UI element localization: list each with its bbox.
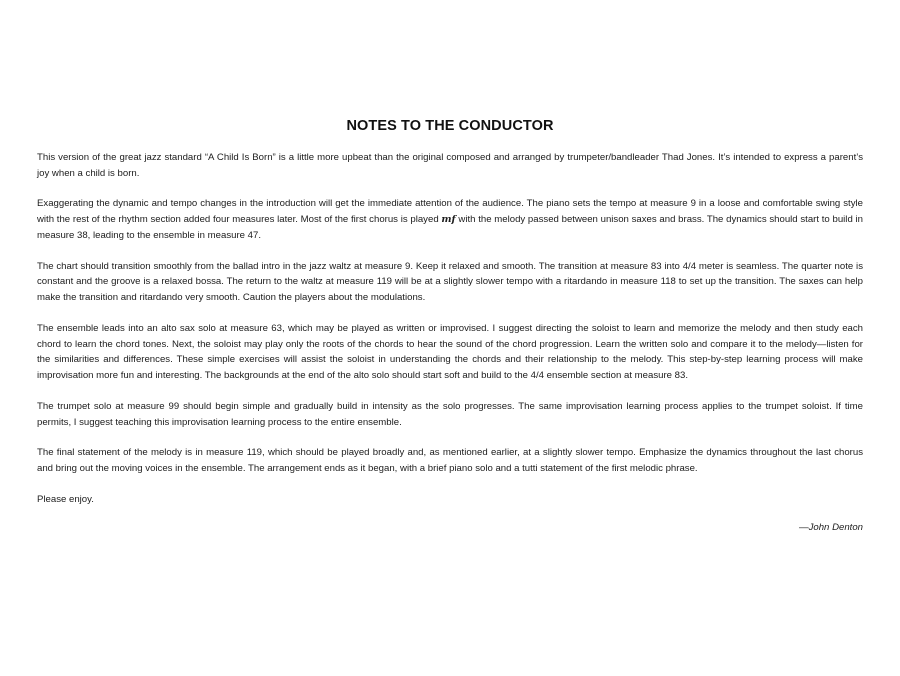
dynamic-marking: mf: [441, 214, 456, 226]
paragraph-text-before: Exaggerating the dynamic and tempo changes in the introduction will get the immediate attention of the audience. The piano sets the tempo at measure 9 in a loose and comfortable swing style with the rest of the rhythm section added four measures later. Most of the first chorus is played: [37, 198, 863, 226]
paragraph-alto-sax-solo: The ensemble leads into an alto sax solo at measure 63, which may be played as written or improvised. I suggest directing the soloist to learn and memorize the melody and then study each chord to learn the chord tones. Next, the soloist may play only the roots of the chords to hear the sound of the chord progression. Learn the written solo and compare it to the melody—listen for the similarities and differences. These simple exercises will assist the soloist in understanding the chords and their relationship to the melody. This step-by-step learning process will make improvisation more fun and interesting. The backgrounds at the end of the alto solo should start soft and build to the 4/4 ensemble section at measure 83.: [37, 322, 863, 382]
conductor-notes-page: [37, 118, 863, 533]
paragraph-closing: Please enjoy.: [37, 493, 94, 505]
paragraph-final-statement: The final statement of the melody is in measure 119, which should be played broadly and, as mentioned earlier, at a slightly slower tempo. Emphasize the dynamics throughout the last chorus and bring out the moving voices in the ensemble. The arrangement ends as it began, with a brief piano solo and a tutti statement of the first melodic phrase.: [37, 447, 863, 474]
paragraph-introduction-dynamics: [37, 196, 863, 243]
page-title: NOTES TO THE CONDUCTOR: [346, 118, 554, 134]
paragraph-trumpet-solo: The trumpet solo at measure 99 should begin simple and gradually build in intensity as the solo progresses. The same improvisation learning process applies to the trumpet soloist. If time permits, I suggest teaching this improvisation learning process to the entire ensemble.: [37, 400, 863, 428]
paragraph-transitions: The chart should transition smoothly from the ballad intro in the jazz waltz at measure 9. Keep it relaxed and smooth. The transition at measure 83 into 4/4 meter is seamless. The quarter note is constant and the groove is a relaxed bossa. The return to the waltz at measure 119 will be at a slightly slower tempo with a ritardando in measure 118 to set up the transition. The saxes can help make the transition and ritardando very smooth. Caution the players about the modulations.: [37, 260, 863, 304]
paragraph-intro: This version of the great jazz standard “A Child Is Born” is a little more upbeat than the original composed and arranged by trumpeter/bandleader Thad Jones. It’s intended to express a parent’s joy when a child is born.: [37, 152, 863, 179]
signature: —John Denton: [799, 522, 863, 534]
paragraph-text-after: with the melody passed between unison saxes and brass. The dynamics should start to build in measure 38, leading to the ensemble in measure 47.: [37, 214, 863, 241]
